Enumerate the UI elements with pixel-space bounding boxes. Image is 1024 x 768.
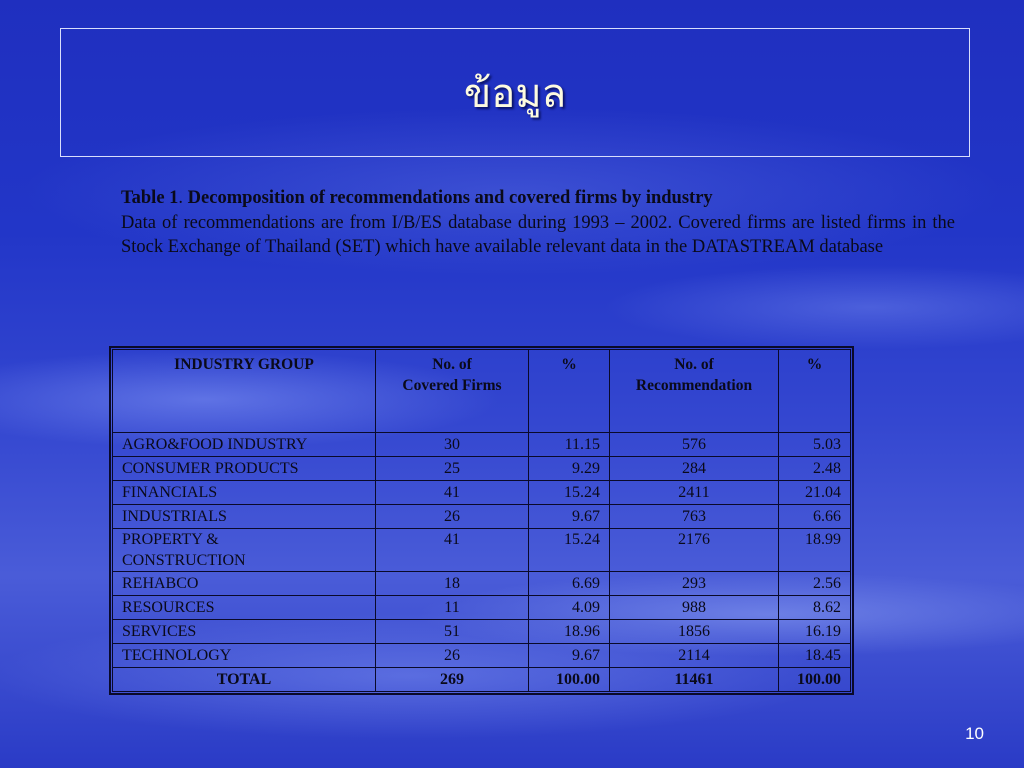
total-firms-pct: 100.00	[529, 668, 610, 692]
cell-firms-pct: 9.29	[529, 457, 610, 481]
cell-group: FINANCIALS	[113, 481, 376, 505]
cell-firms-pct: 15.24	[529, 481, 610, 505]
cell-group: CONSUMER PRODUCTS	[113, 457, 376, 481]
cell-recs-pct: 18.45	[779, 644, 851, 668]
cell-firms-pct: 9.67	[529, 644, 610, 668]
caption-title: Decomposition of recommendations and covered firms by industry	[183, 188, 713, 208]
cell-recs: 763	[610, 505, 779, 529]
caption-label: Table 1	[121, 188, 179, 208]
header-industry-group: INDUSTRY GROUP	[113, 350, 376, 433]
table-row	[113, 596, 851, 620]
table-row	[113, 457, 851, 481]
table-total-row	[113, 668, 851, 692]
cell-firms: 18	[376, 572, 529, 596]
table-caption	[121, 186, 955, 260]
cell-firms: 41	[376, 529, 529, 572]
cell-group: RESOURCES	[113, 596, 376, 620]
cell-group: INDUSTRIALS	[113, 505, 376, 529]
total-recs-pct: 100.00	[779, 668, 851, 692]
table-row	[113, 481, 851, 505]
cell-firms: 11	[376, 596, 529, 620]
header-covered-firms	[376, 350, 529, 433]
cell-firms-pct: 15.24	[529, 529, 610, 572]
cell-recs-pct: 2.48	[779, 457, 851, 481]
data-table-frame	[109, 346, 854, 695]
cell-recs-pct: 8.62	[779, 596, 851, 620]
cell-recs-pct: 16.19	[779, 620, 851, 644]
cell-recs: 293	[610, 572, 779, 596]
cell-recs: 2411	[610, 481, 779, 505]
cell-recs: 988	[610, 596, 779, 620]
cell-group: TECHNOLOGY	[113, 644, 376, 668]
cell-firms: 26	[376, 505, 529, 529]
cell-firms: 30	[376, 433, 529, 457]
cell-recs: 284	[610, 457, 779, 481]
table-row	[113, 572, 851, 596]
caption-heading	[121, 186, 955, 211]
cell-firms: 26	[376, 644, 529, 668]
cell-group: AGRO&FOOD INDUSTRY	[113, 433, 376, 457]
page-number: 10	[965, 724, 984, 743]
cell-group	[113, 529, 376, 572]
cell-firms-pct: 9.67	[529, 505, 610, 529]
cell-firms-pct: 11.15	[529, 433, 610, 457]
cell-firms-pct: 18.96	[529, 620, 610, 644]
cell-recs: 576	[610, 433, 779, 457]
table-row	[113, 620, 851, 644]
caption-separator: .	[178, 188, 184, 208]
cell-group: REHABCO	[113, 572, 376, 596]
cell-recs-pct: 21.04	[779, 481, 851, 505]
data-table	[112, 349, 851, 692]
cell-firms: 25	[376, 457, 529, 481]
total-label: TOTAL	[113, 668, 376, 692]
header-recommendations	[610, 350, 779, 433]
header-firms-percent: %	[529, 350, 610, 433]
total-recs: 11461	[610, 668, 779, 692]
cell-recs: 1856	[610, 620, 779, 644]
table-header-row	[113, 350, 851, 433]
cell-firms-pct: 4.09	[529, 596, 610, 620]
cell-recs-pct: 18.99	[779, 529, 851, 572]
cell-recs-pct: 2.56	[779, 572, 851, 596]
header-recs-percent: %	[779, 350, 851, 433]
slide-title: ข้อมูล	[463, 70, 567, 117]
header-covered-line2: Covered Firms	[402, 377, 502, 394]
cell-group-line2: CONSTRUCTION	[122, 552, 246, 569]
caption-body: Data of recommendations are from I/B/ES database during 1993 – 2002. Covered firms are listed firms in the Stock Exchange of Thailand (SET) which have available relevant data in the DATASTREAM database	[121, 212, 955, 257]
cell-recs-pct: 5.03	[779, 433, 851, 457]
table-row	[113, 433, 851, 457]
cell-group-line1: PROPERTY &	[122, 531, 219, 548]
cell-recs-pct: 6.66	[779, 505, 851, 529]
cell-recs: 2114	[610, 644, 779, 668]
table-row	[113, 529, 851, 572]
cell-firms: 51	[376, 620, 529, 644]
total-firms: 269	[376, 668, 529, 692]
cell-firms-pct: 6.69	[529, 572, 610, 596]
cell-group: SERVICES	[113, 620, 376, 644]
table-row	[113, 505, 851, 529]
header-covered-line1: No. of	[432, 356, 472, 373]
table-row	[113, 644, 851, 668]
title-box	[60, 28, 970, 157]
cell-firms: 41	[376, 481, 529, 505]
header-rec-line2: Recommendation	[635, 377, 753, 394]
header-rec-line1: No. of	[674, 356, 714, 373]
cell-recs: 2176	[610, 529, 779, 572]
